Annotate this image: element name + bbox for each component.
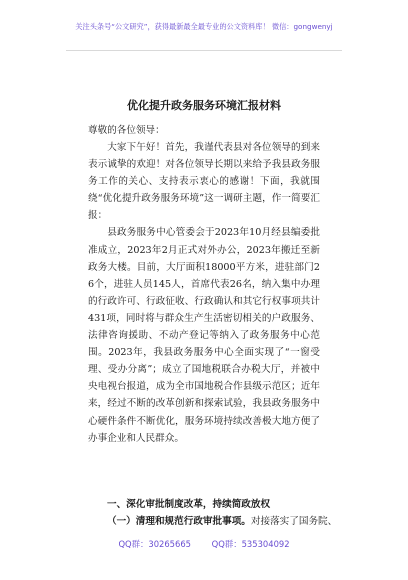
paragraph-intro: 大家下午好！首先，我谨代表县对各位领导的到来表示诚挚的欢迎！对各位领导长期以来给予我县政务服务工作的关心、支持表示衷心的感谢！下面，我就围绕“优化提升政务服务环境”这一调研主题，作一简要汇报：	[88, 142, 320, 222]
subsection-heading: （一）清理和规范行政审批事项。	[107, 516, 251, 527]
footer-contacts	[0, 538, 408, 550]
section-heading: 一、深化审批制度改革，持续简政放权	[107, 499, 271, 510]
subsection-text: 对接落实了国务院、	[250, 516, 338, 527]
paragraph-overview: 县政务服务中心管委会于2023年10月经县编委批准成立，2023年2月正式对外办公，2023年搬迁至新政务大楼。目前，大厅面积18000平方米，进驻部门26个，进驻人员145人，首席代表26名，纳入集中办理的行政许可、行政征收、行政确认和其它行权事项共计431项，同时将与群众生产生活密切相关的户政服务、法律咨询援助、不动产登记等纳入了政务服务中心范围。2023年，我县政务服务中心全面实现了“一窗受理、受办分离”；成立了国地税联合办税大厅，并被中央电视台报道，成为全市国地税合作县级示范区；近年来，经过不断的改革创新和探索试验，我县政务服务中心硬件条件不断优化，服务环境持续改善极大地方便了办事企业和人民群众。	[88, 227, 320, 444]
footer-qq-group-2: QQ群：535304092	[211, 539, 290, 549]
salutation: 尊敬的各位领导：	[88, 125, 165, 136]
document-title: 优化提升政务服务环境汇报材料	[127, 99, 281, 112]
subsection-line	[88, 513, 345, 530]
header-divider	[66, 50, 342, 51]
footer-qq-group-1: QQ群：30265665	[118, 539, 191, 549]
header-notice: 关注头条号“公文研究”，获得最新最全最专业的公文资料库！ 微信：gongwenyj	[75, 22, 333, 31]
document-body	[88, 139, 320, 447]
